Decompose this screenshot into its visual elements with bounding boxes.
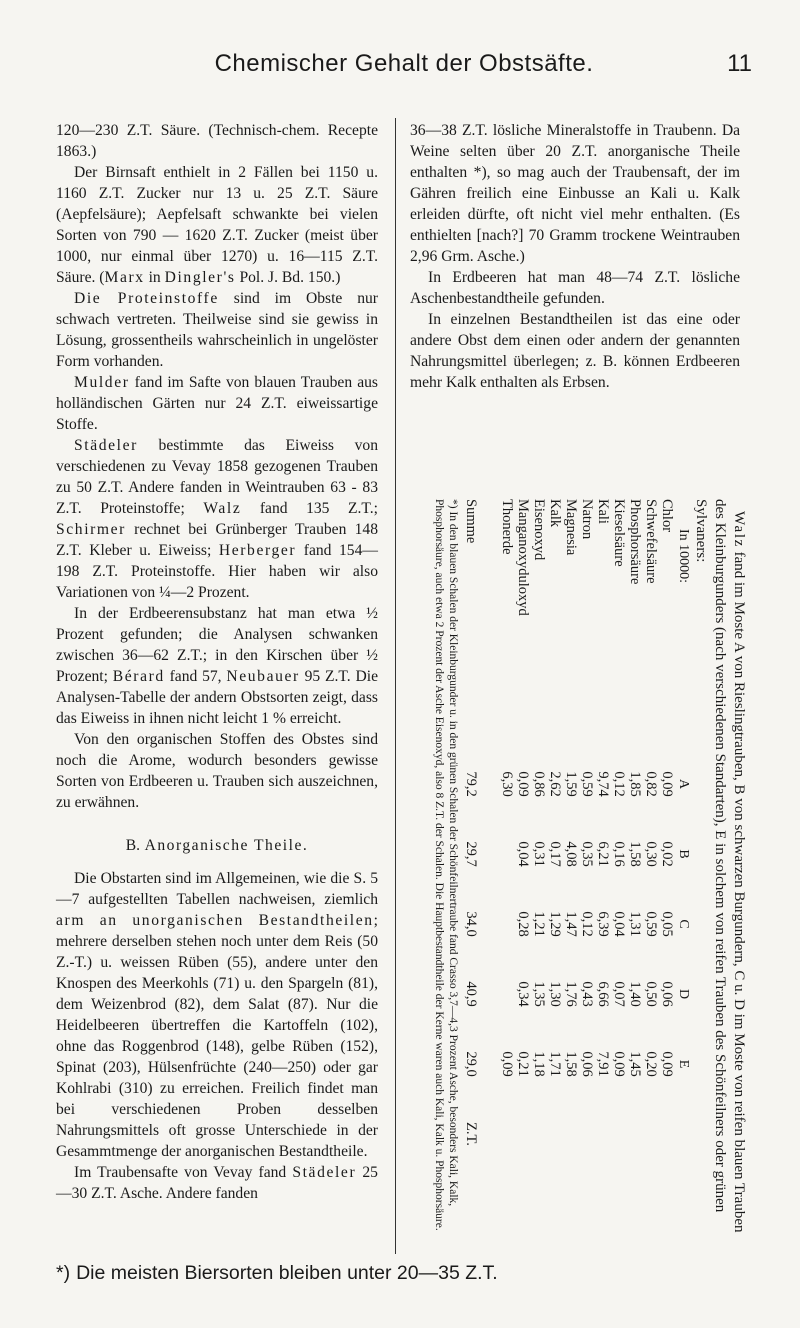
table-row (531, 499, 547, 1169)
paragraph (56, 868, 378, 1162)
paragraph (56, 120, 378, 162)
table-cell: 0,17 (547, 841, 563, 867)
left-column (56, 120, 378, 1204)
paragraph-text: Der Birnsaft enthielt in 2 Fällen bei 1150 u. 1160 Z.T. Zucker nur 13 u. 25 Z.T. Säure (Aepfelsäure); Aepfelsaft schwankte bei vielen Sorten von 790 — 1620 Z.T. Zucker (meist über 1000, nur einmal über 1270) u. 16—115 Z.T. Säure. ( (56, 164, 378, 286)
row-label: Phosphorsäure (627, 499, 643, 585)
table-cell: 0,35 (579, 841, 595, 867)
sum-row (463, 499, 499, 1169)
paragraph-text: fand 154—198 Z.T. Proteinstoffe. Hier haben wir also Variationen von ¼—2 Prozent. (56, 542, 378, 601)
row-label: Chlor (659, 499, 675, 533)
table-cell: 0,12 (579, 911, 595, 937)
table-cell: 0,43 (579, 981, 595, 1007)
paragraph-text: Pol. J. Bd. 150.) (235, 269, 341, 286)
table-cell: 6,30 (499, 771, 515, 797)
column-header: B (676, 849, 691, 859)
paragraph-text: fand im Safte von blauen Trauben aus holländischen Gärten nur 24 Z.T. eiweissartige Stoffe. (56, 374, 378, 433)
table-cell: 0,02 (659, 841, 675, 867)
table-cell: 0,86 (531, 771, 547, 797)
table-cell: 1,45 (627, 1051, 643, 1077)
right-column (410, 120, 740, 393)
table-cell: 2,62 (547, 771, 563, 797)
rotated-table-region (412, 495, 750, 1247)
column-header: A (676, 778, 691, 790)
table-intro (691, 495, 750, 1247)
row-label: Schwefelsäure (643, 499, 659, 584)
table-header-row (675, 499, 691, 1169)
sum-cell: 40,9 (463, 981, 479, 1007)
paragraph-text: 36—38 Z.T. lösliche Mineralstoffe in Traubenn. Da Weine selten über 20 Z.T. anorganische Theile enthalten *), so mag auch der Traubensaft, der im Gähren freilich eine Einbusse an Kali u. Kalk erleiden dürfte, oft nicht viel mehr enthalten. (Es enthielten [nach?] 70 Gramm trockene Weintrauben 2,96 Grm. Asche.) (410, 122, 740, 265)
paragraph-text: ; mehrere derselben stehen noch unter dem Reis (50 Z.-T.) u. weissen Rüben (55), andere unter den Knospen des Meerkohls (71) u. den Spargeln (81), dem Weizenbrod (82), dem Salat (87). Nur die Heidelbeeren übertreffen die Kartoffeln (102), ohne das Roggenbrod (148), gelbe Rüben (152), Spinat (203), Hülsenfrüchte (240—250) oder gar Kohlrabi (310) zu erreichen. Freilich findet man bei verschiedenen Proben desselben Nahrungsmittels oft grosse Unterschiede in der Gesammtmenge der anorganischen Bestandtheile. (56, 912, 378, 1160)
paragraph (56, 1162, 378, 1204)
table-cell: 0,59 (579, 771, 595, 797)
paragraph-text: In einzelnen Bestandtheilen ist das eine oder andere Obst dem einen oder andern der genannten Nahrungsmittel überlegen; z. B. können Erdbeeren mehr Kalk enthalten als Erbsen. (410, 311, 740, 391)
table-row (547, 499, 563, 1169)
ash-analysis-table (463, 499, 691, 1169)
table-cell: 0,21 (515, 1051, 531, 1077)
table-intro-text: fand im Moste A von Rieslingtrauben, B von schwarzen Burgundern, C u. D im Moste von reifen blauen Trauben des Kleinburgunders (nach verschiedenen Standarten), E in solchem von reifen Trauben des Schönfeilners oder grünen Sylvaners: (693, 499, 747, 1233)
paragraph-text: Die Obstarten sind im Allgemeinen, wie die S. 5—7 aufgestellten Tabellen nachweisen, ziemlich (56, 870, 378, 908)
paragraph-text: sind im Obste nur schwach vertreten. Theilweise sind sie gewiss in Lösung, grossentheils wahrscheinlich in ungelöster Form vorhanden. (56, 290, 379, 370)
table-row (563, 499, 579, 1169)
column-header: C (676, 919, 691, 929)
paragraph-text: in (144, 269, 165, 286)
table-cell: 1,59 (563, 771, 579, 797)
table-row (499, 499, 515, 1169)
table-cell: 0,06 (579, 1051, 595, 1077)
table-cell: 4,08 (563, 841, 579, 867)
footnote-marker: *) (56, 1262, 71, 1284)
table-cell (499, 819, 515, 889)
page-header (56, 50, 752, 90)
author-name: Marx (104, 269, 145, 286)
paragraph-text: Im Traubensafte von Vevay fand (74, 1164, 293, 1181)
author-name: Städeler (292, 1164, 357, 1181)
author-name: Bérard (112, 668, 165, 685)
table-cell: 0,12 (611, 771, 627, 797)
table-cell: 1,71 (547, 1051, 563, 1077)
emphasis: Die Proteinstoffe (74, 290, 219, 307)
table-row (643, 499, 659, 1169)
table-row (659, 499, 675, 1169)
row-label: Kieselsäure (611, 499, 627, 567)
paragraph-text: 120—230 Z.T. Säure. (Technisch-chem. Recepte 1863.) (56, 122, 378, 160)
table-cell: 1,58 (563, 1051, 579, 1077)
sum-cell: 34,0 (463, 911, 479, 937)
paragraph-text: bestimmte das Eiweiss von verschiedenen zu Vevay 1858 gezogenen Trauben zu 50 Z.T. Andere fanden in Weintrauben 63 - 83 Z.T. Proteinstoffe; (56, 437, 378, 517)
table-row (579, 499, 595, 1169)
paragraph (410, 267, 740, 309)
sum-cell: 79,2 (463, 771, 479, 797)
table-cell: 6,39 (595, 911, 611, 937)
table-cell: 0,09 (659, 1051, 675, 1077)
paragraph (56, 603, 378, 729)
table-cell: 0,28 (515, 911, 531, 937)
row-label: Natron (579, 499, 595, 540)
paragraph-text: fand 135 Z.T.; (241, 500, 378, 517)
sum-cell: 29,0 (463, 1051, 479, 1077)
paragraph-text: rechnet bei Grünberger Trauben 148 Z.T. Kleber u. Eiweiss; (56, 521, 378, 559)
column-header: E (676, 1059, 691, 1069)
table-cell: 1,21 (531, 911, 547, 937)
emphasis: arm an unorganischen Bestandtheilen (56, 912, 374, 929)
table-cell: 1,31 (627, 911, 643, 937)
table-row (595, 499, 611, 1169)
table-cell (499, 959, 515, 1029)
table-row (611, 499, 627, 1169)
table-cell: 7,91 (595, 1051, 611, 1077)
author-name: Dingler's (164, 269, 236, 286)
table-cell: 0,09 (515, 771, 531, 797)
paragraph (56, 435, 378, 603)
table-cell: 1,35 (531, 981, 547, 1007)
table-cell: 0,31 (531, 841, 547, 867)
footnote-text: Die meisten Biersorten bleiben unter 20—35 Z.T. (76, 1262, 498, 1284)
author-name: Walz (731, 511, 747, 548)
row-label: Kalk (547, 499, 563, 528)
table-row (515, 499, 531, 1169)
table-cell: 0,50 (643, 981, 659, 1007)
table-cell: 0,05 (659, 911, 675, 937)
table-cell: 1,18 (531, 1051, 547, 1077)
paragraph (410, 309, 740, 393)
sum-unit: Z.T. (463, 1122, 479, 1146)
table-cell: 0,06 (659, 981, 675, 1007)
author-name: Walz (203, 500, 242, 517)
author-name: Mulder (74, 374, 130, 391)
table-cell: 0,04 (611, 911, 627, 937)
paragraph (410, 120, 740, 267)
table-cell: 1,85 (627, 771, 643, 797)
row-label: Thonerde (499, 499, 515, 555)
column-divider (395, 118, 396, 1254)
table-cell: 9,74 (595, 771, 611, 797)
table-cell: 0,34 (515, 981, 531, 1007)
table-cell: 1,47 (563, 911, 579, 937)
table-cell: 0,30 (643, 841, 659, 867)
paragraph-text: In der Erdbeerensubstanz hat man etwa ½ Prozent gefunden; die Analysen schwanken zwischen 36—62 Z.T.; in den Kirschen über ½ Prozent; (56, 605, 378, 685)
paragraph (56, 162, 378, 288)
column-header: D (676, 988, 691, 1000)
table-cell: 0,59 (643, 911, 659, 937)
table-footnote: *) In den blauen Schalen der Kleinburgunder u. in den grünen Schalen der Schönfeilnertraube fand Crasso 3,7—4,3 Prozent Asche, besonders Kali, Kalk, Phosphorsäure, auch etwa 2 Prozent der Asche Eisenoxyd, also 8 Z.T. der Schalen. Die Hauptbestandtheile der Kerne waren auch Kali, Kalk u. Phosphorsäure. (433, 499, 459, 1231)
table-cell: 0,04 (515, 841, 531, 867)
section-heading (56, 835, 378, 856)
table-cell: 0,16 (611, 841, 627, 867)
table-cell: 1,29 (547, 911, 563, 937)
paragraph (56, 729, 378, 813)
rotated-table (412, 495, 750, 1247)
page-footnote (56, 1262, 498, 1285)
table-cell: 0,82 (643, 771, 659, 797)
author-name: Schirmer (56, 521, 126, 538)
paragraph-text: fand 57, (164, 668, 227, 685)
table-row (627, 499, 643, 1169)
paragraph-text: Von den organischen Stoffen des Obstes sind noch die Arome, wodurch besonders gewisse Sorten von Erdbeeren u. Trauben sich auszeichnen, zu erwähnen. (56, 731, 378, 811)
table-cell: 0,09 (659, 771, 675, 797)
row-label: Manganoxyduloxyd (515, 499, 531, 616)
section-letter: B. (125, 837, 141, 854)
row-label: Kali (595, 499, 611, 524)
paragraph (56, 372, 378, 435)
page-number: 11 (727, 50, 752, 77)
table-cell: 6,21 (595, 841, 611, 867)
table-cell: 6,66 (595, 981, 611, 1007)
unit-label: In 10000: (676, 529, 691, 584)
author-name: Herberger (218, 542, 297, 559)
paragraph (56, 288, 378, 372)
table-cell: 1,58 (627, 841, 643, 867)
paragraph-text: In Erdbeeren hat man 48—74 Z.T. lösliche Aschenbestandtheile gefunden. (410, 269, 740, 307)
table-cell: 0,07 (611, 981, 627, 1007)
table-cell: 0,09 (611, 1051, 627, 1077)
running-title: Chemischer Gehalt der Obstsäfte. (214, 50, 594, 77)
section-title: Anorganische Theile. (144, 837, 309, 854)
row-label: Eisenoxyd (531, 499, 547, 561)
table-cell: 0,09 (499, 1051, 515, 1077)
table-cell (499, 889, 515, 959)
sum-cell: 29,7 (463, 841, 479, 867)
sum-label: Summe (463, 499, 479, 544)
table-cell: 0,20 (643, 1051, 659, 1077)
table-cell: 1,40 (627, 981, 643, 1007)
table-cell: 1,30 (547, 981, 563, 1007)
author-name: Neubauer (226, 668, 300, 685)
paragraph-text: 95 Z.T. Die Analysen-Tabelle der andern Obstsorten zeigt, dass das Eiweiss in ihnen nicht leicht 1 % erreicht. (56, 668, 378, 727)
table-cell: 1,76 (563, 981, 579, 1007)
author-name: Städeler (74, 437, 138, 454)
row-label: Magnesia (563, 499, 579, 556)
paragraph-text: 25—30 Z.T. Asche. Andere fanden (56, 1164, 378, 1202)
